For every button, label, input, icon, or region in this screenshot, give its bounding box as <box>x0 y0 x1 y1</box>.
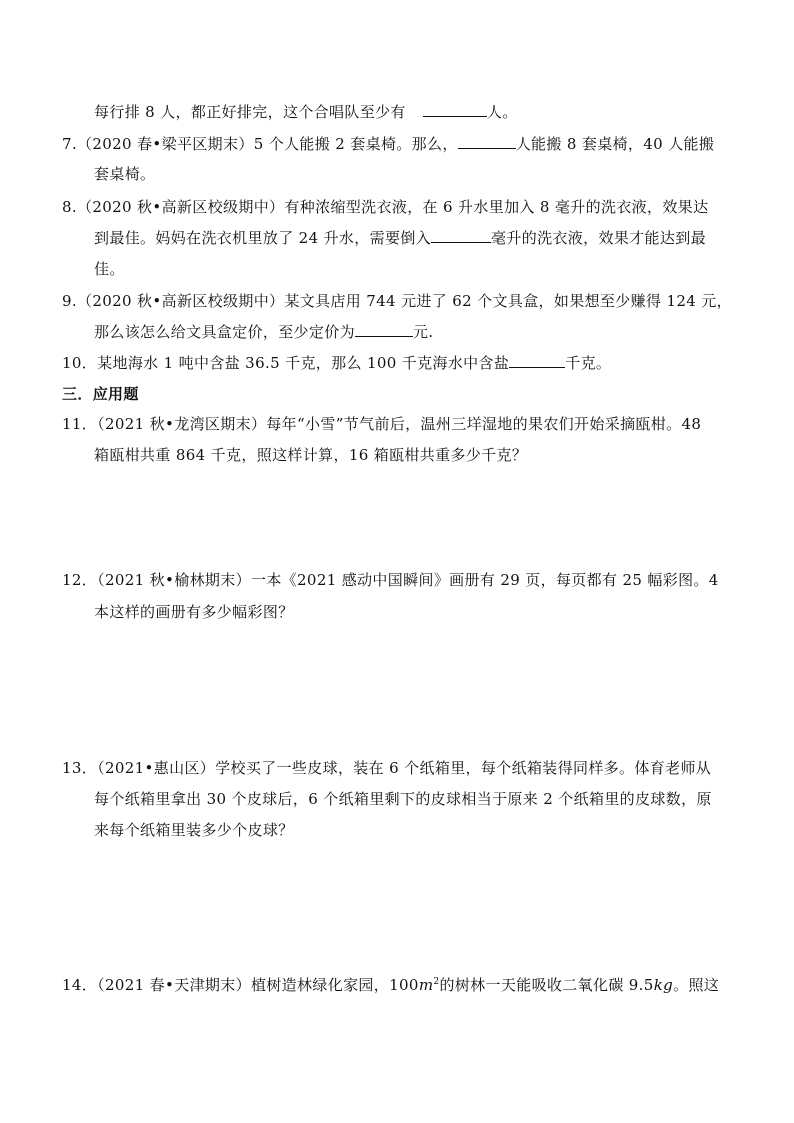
q8-line2b-text: 毫升的洗衣液，效果才能达到最 <box>491 229 706 247</box>
q14-unit-sup: 2 <box>433 977 440 987</box>
q8-answer-blank[interactable] <box>431 228 491 243</box>
q14-text3: 。照这 <box>673 976 720 994</box>
q8-line2a-text: 到最佳。妈妈在洗衣机里放了 24 升水，需要倒入 <box>94 229 432 247</box>
q14-unit-kg: kg <box>653 976 674 994</box>
q9-answer-blank[interactable] <box>355 322 413 337</box>
q12-line2 <box>94 602 294 622</box>
q6-answer-blank[interactable] <box>423 102 487 117</box>
q13-line2-text: 每个纸箱里拿出 30 个皮球后，6 个纸箱里剩下的皮球相当于原来 2 个纸箱里的皮球数，原 <box>94 790 712 808</box>
q8-line1 <box>62 197 708 217</box>
section-title: 三．应用题 <box>62 385 139 403</box>
q9-line2a-text: 那么该怎么给文具盒定价，至少定价为 <box>94 323 355 341</box>
q8-line2 <box>94 228 706 248</box>
q6-text: 每行排 8 人，都正好排完，这个合唱队至少有 <box>94 103 406 121</box>
q12-line1 <box>62 570 719 590</box>
q13-line1 <box>62 758 711 778</box>
q14-line1 <box>62 975 719 995</box>
q11-line1 <box>62 414 701 434</box>
q8-line3 <box>94 259 125 279</box>
q8-line3-text: 佳。 <box>94 260 125 278</box>
q12-line1-text: 12．（2021 秋•榆林期末）一本《2021 感动中国瞬间》画册有 29 页，每页都有 25 幅彩图。4 <box>62 571 719 589</box>
q9-line2 <box>94 322 433 342</box>
q7-text1: 7.（2020 春•梁平区期末）5 个人能搬 2 套桌椅。那么， <box>62 135 458 153</box>
q6-line <box>94 102 518 122</box>
q11-line2 <box>94 445 527 465</box>
q7-text2: 人能搬 8 套桌椅，40 人能搬 <box>515 135 715 153</box>
q12-line2-text: 本这样的画册有多少幅彩图？ <box>94 603 294 621</box>
q9-line1-text: 9.（2020 秋•高新区校级期中）某文具店用 744 元进了 62 个文具盒，如果想至少赚得 124 元， <box>62 292 732 310</box>
q10-text1: 10．某地海水 1 吨中含盐 36.5 千克，那么 100 千克海水中含盐 <box>62 354 510 372</box>
q13-line2 <box>94 789 712 809</box>
q14-text1: 14．（2021 春•天津期末）植树造林绿化家园，100 <box>62 976 419 994</box>
q9-line1 <box>62 291 732 311</box>
q10-line <box>62 353 611 373</box>
q7-line2 <box>94 164 155 184</box>
q11-line1-text: 11．（2021 秋•龙湾区期末）每年“小雪”节气前后，温州三垟湿地的果农们开始采摘瓯柑。48 <box>62 415 702 433</box>
q13-line3 <box>94 820 294 840</box>
q7-line1 <box>62 134 714 154</box>
q10-answer-blank[interactable] <box>509 353 565 368</box>
q7-answer-blank-1[interactable] <box>458 134 516 149</box>
q10-text2: 千克。 <box>565 354 612 372</box>
q6-text-after: 人。 <box>486 103 518 121</box>
q13-line1-text: 13．（2021•惠山区）学校买了一些皮球，装在 6 个纸箱里，每个纸箱装得同样多。体育老师从 <box>62 759 712 777</box>
q13-line3-text: 来每个纸箱里装多少个皮球？ <box>94 821 294 839</box>
q9-line2b-text: 元. <box>412 323 434 341</box>
q8-line1-text: 8.（2020 秋•高新区校级期中）有种浓缩型洗衣液，在 6 升水里加入 8 毫升的洗衣液，效果达 <box>62 198 709 216</box>
q14-unit-m: m <box>418 976 434 994</box>
q11-line2-text: 箱瓯柑共重 864 千克，照这样计算，16 箱瓯柑共重多少千克？ <box>94 446 528 464</box>
section-heading <box>62 384 139 404</box>
q14-text2: 的树林一天能吸收二氧化碳 9.5 <box>439 976 654 994</box>
q7-line2-text: 套桌椅。 <box>94 165 156 183</box>
